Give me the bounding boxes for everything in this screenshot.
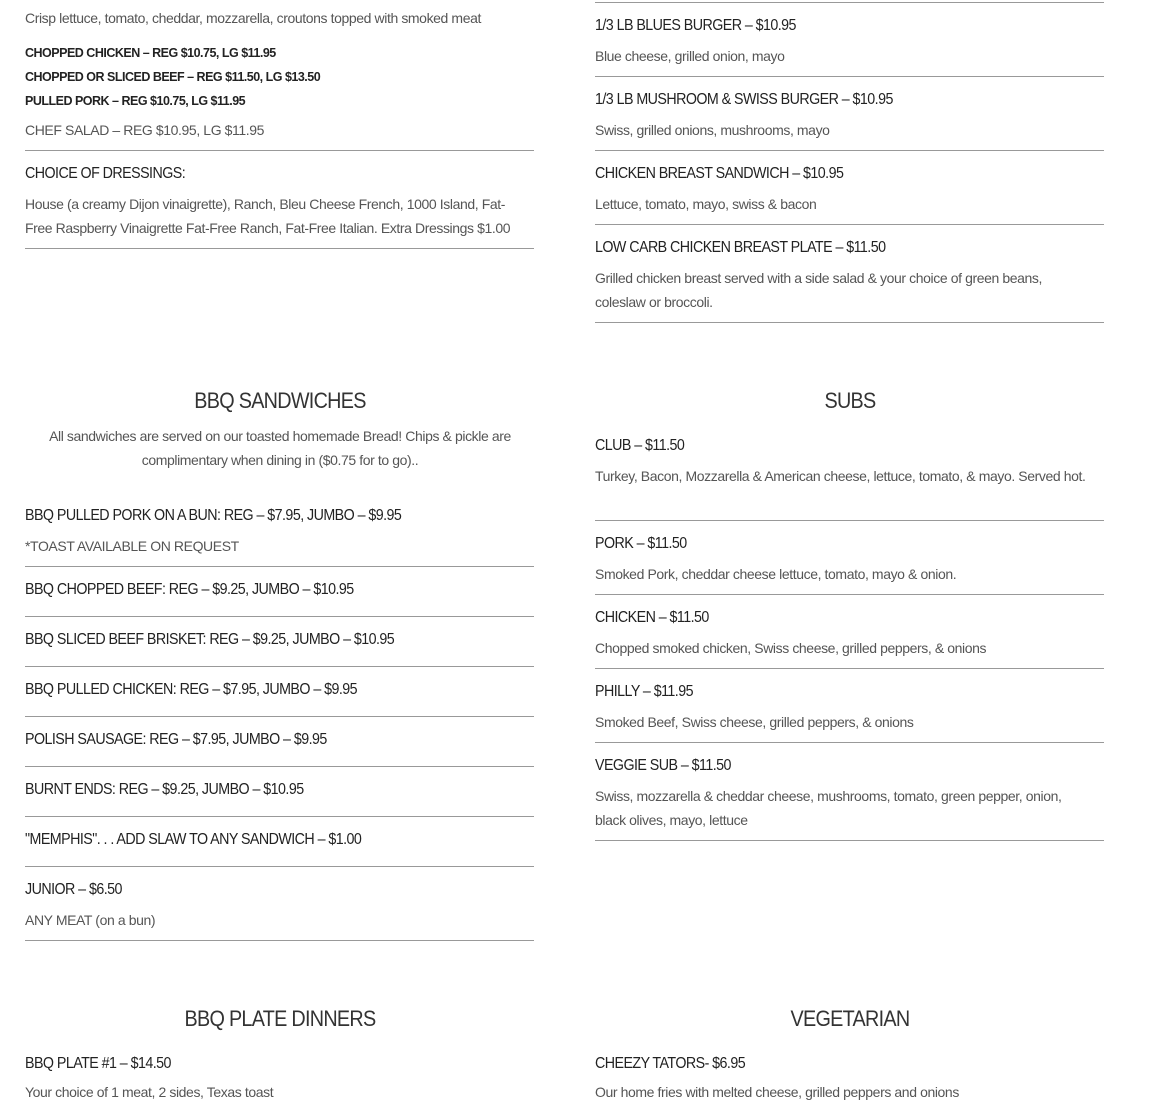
sub-description: Smoked Pork, cheddar cheese lettuce, tomato, mayo & onion. xyxy=(595,566,957,582)
salad-option-pulled-pork: PULLED PORK – REG $10.75, LG $11.95 xyxy=(25,94,246,108)
divider xyxy=(595,840,1104,841)
menu-item-title: BBQ PULLED CHICKEN: REG – $7.95, JUMBO – $9.95 xyxy=(25,681,358,698)
section-heading: BBQ SANDWICHES xyxy=(194,388,366,413)
menu-item-description: ANY MEAT (on a bun) xyxy=(25,912,156,928)
divider xyxy=(25,816,534,817)
divider xyxy=(25,716,534,717)
sandwich-description: Lettuce, tomato, mayo, swiss & bacon xyxy=(595,196,817,212)
divider xyxy=(25,566,534,567)
sub-description: Smoked Beef, Swiss cheese, grilled peppers, & onions xyxy=(595,714,914,730)
menu-item-title: "MEMPHIS". . . ADD SLAW TO ANY SANDWICH – $1.00 xyxy=(25,831,362,848)
divider xyxy=(595,742,1104,743)
divider xyxy=(25,248,534,249)
divider xyxy=(25,766,534,767)
salad-description: Crisp lettuce, tomato, cheddar, mozzarella, croutons topped with smoked meat xyxy=(25,10,481,26)
burger-title: 1/3 LB MUSHROOM & SWISS BURGER – $10.95 xyxy=(595,91,893,108)
sub-title: CLUB – $11.50 xyxy=(595,437,685,454)
divider xyxy=(595,322,1104,323)
menu-item-title: JUNIOR – $6.50 xyxy=(25,881,122,898)
dressings-description: House (a creamy Dijon vinaigrette), Ranch, Bleu Cheese French, 1000 Island, Fat-Free Raspberry Vinaigrette Fat-Free Ranch, Fat-Free Italian. Extra Dressings $1.00 xyxy=(25,196,511,236)
section-heading: VEGETARIAN xyxy=(790,1006,910,1031)
section-heading: SUBS xyxy=(824,388,876,413)
section-intro: All sandwiches are served on our toasted homemade Bread! Chips & pickle are complimentary when dining in ($0.75 for to go).. xyxy=(49,428,511,468)
menu-item-title: BBQ CHOPPED BEEF: REG – $9.25, JUMBO – $10.95 xyxy=(25,581,354,598)
menu-item-title: BURNT ENDS: REG – $9.25, JUMBO – $10.95 xyxy=(25,781,304,798)
section-heading: BBQ PLATE DINNERS xyxy=(184,1006,376,1031)
divider xyxy=(595,76,1104,77)
divider xyxy=(25,666,534,667)
divider xyxy=(595,150,1104,151)
sub-title: VEGGIE SUB – $11.50 xyxy=(595,757,731,774)
menu-item-note: *TOAST AVAILABLE ON REQUEST xyxy=(25,538,239,554)
divider xyxy=(595,520,1104,521)
divider xyxy=(595,668,1104,669)
sub-description: Swiss, mozzarella & cheddar cheese, mushrooms, tomato, green pepper, onion, black olives, mayo, lettuce xyxy=(595,788,1062,828)
divider xyxy=(595,224,1104,225)
salad-option-beef: CHOPPED OR SLICED BEEF – REG $11.50, LG $13.50 xyxy=(25,70,321,84)
divider xyxy=(25,866,534,867)
divider xyxy=(595,2,1104,3)
divider xyxy=(595,594,1104,595)
vegetarian-item-description: Our home fries with melted cheese, grilled peppers and onions xyxy=(595,1084,959,1100)
divider xyxy=(25,150,534,151)
menu-item-title: BBQ PULLED PORK ON A BUN: REG – $7.95, JUMBO – $9.95 xyxy=(25,507,402,524)
sub-title: PORK – $11.50 xyxy=(595,535,687,552)
plate-title: BBQ PLATE #1 – $14.50 xyxy=(25,1055,171,1072)
burger-description: Swiss, grilled onions, mushrooms, mayo xyxy=(595,122,830,138)
menu-item-title: POLISH SAUSAGE: REG – $7.95, JUMBO – $9.95 xyxy=(25,731,327,748)
vegetarian-item-title: CHEEZY TATORS- $6.95 xyxy=(595,1055,746,1072)
divider xyxy=(25,940,534,941)
menu-item-title: BBQ SLICED BEEF BRISKET: REG – $9.25, JUMBO – $10.95 xyxy=(25,631,395,648)
sandwich-title: CHICKEN BREAST SANDWICH – $10.95 xyxy=(595,165,844,182)
plate-title: LOW CARB CHICKEN BREAST PLATE – $11.50 xyxy=(595,239,886,256)
burger-description: Blue cheese, grilled onion, mayo xyxy=(595,48,785,64)
sub-title: PHILLY – $11.95 xyxy=(595,683,693,700)
chef-salad: CHEF SALAD – REG $10.95, LG $11.95 xyxy=(25,122,265,138)
plate-description: Grilled chicken breast served with a side salad & your choice of green beans, coleslaw or broccoli. xyxy=(595,270,1043,310)
plate-description: Your choice of 1 meat, 2 sides, Texas toast xyxy=(25,1084,274,1100)
dressings-title: CHOICE OF DRESSINGS: xyxy=(25,165,186,182)
sub-description: Chopped smoked chicken, Swiss cheese, grilled peppers, & onions xyxy=(595,640,987,656)
salad-option-chopped-chicken: CHOPPED CHICKEN – REG $10.75, LG $11.95 xyxy=(25,46,276,60)
sub-description: Turkey, Bacon, Mozzarella & American cheese, lettuce, tomato, & mayo. Served hot. xyxy=(595,468,1086,484)
burger-title: 1/3 LB BLUES BURGER – $10.95 xyxy=(595,17,796,34)
divider xyxy=(25,616,534,617)
sub-title: CHICKEN – $11.50 xyxy=(595,609,709,626)
